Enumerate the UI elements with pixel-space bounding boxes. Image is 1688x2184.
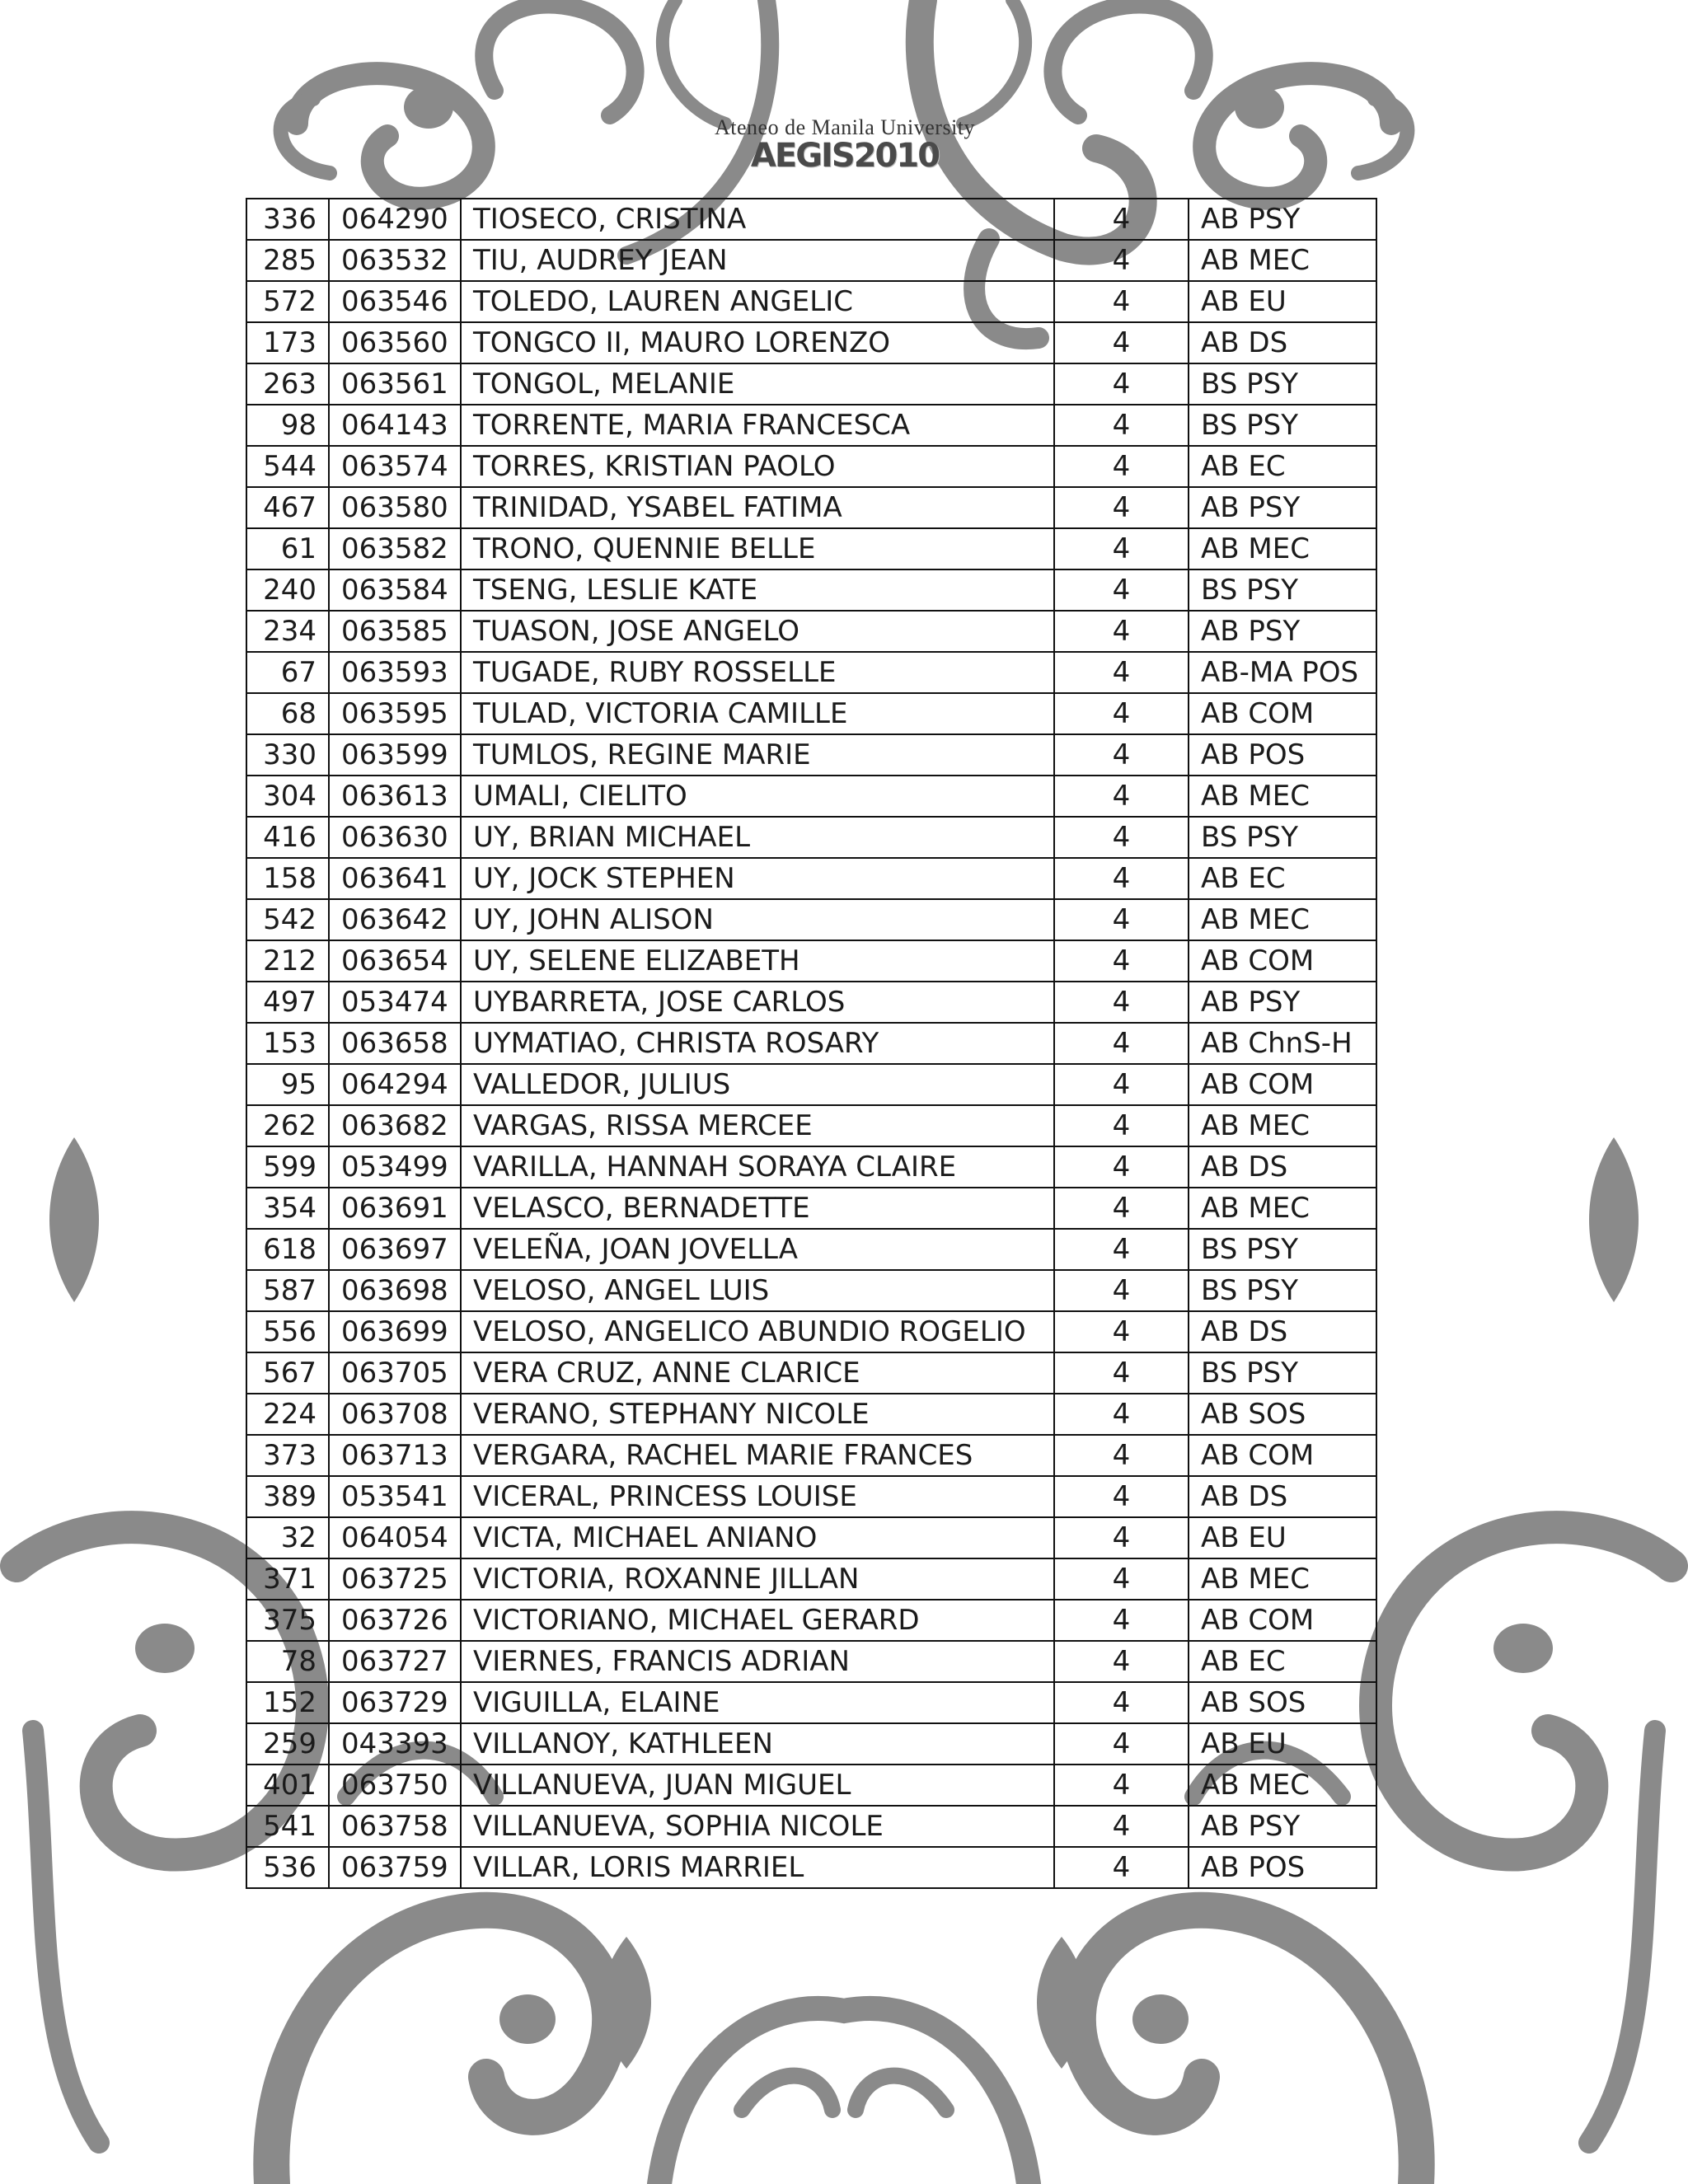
row-student-name: TORRENTE, MARIA FRANCESCA	[461, 405, 1054, 446]
row-student-name: VERANO, STEPHANY NICOLE	[461, 1394, 1054, 1435]
student-roster-table	[246, 198, 1377, 1889]
row-course: AB MEC	[1189, 1188, 1376, 1229]
row-seq-number: 618	[246, 1229, 329, 1270]
row-seq-number: 61	[246, 528, 329, 569]
row-student-id: 064143	[329, 405, 461, 446]
row-course: AB DS	[1189, 1311, 1376, 1352]
row-year-level: 4	[1054, 1723, 1189, 1765]
row-student-id: 063642	[329, 899, 461, 940]
row-seq-number: 224	[246, 1394, 329, 1435]
table-row	[246, 734, 1376, 776]
table-row	[246, 1847, 1376, 1888]
row-course: AB EU	[1189, 1723, 1376, 1765]
row-student-id: 053499	[329, 1146, 461, 1188]
row-student-name: VALLEDOR, JULIUS	[461, 1064, 1054, 1105]
row-student-name: VILLANOY, KATHLEEN	[461, 1723, 1054, 1765]
row-student-id: 063750	[329, 1765, 461, 1806]
row-seq-number: 78	[246, 1641, 329, 1682]
row-seq-number: 467	[246, 487, 329, 528]
row-seq-number: 541	[246, 1806, 329, 1847]
row-student-name: TUGADE, RUBY ROSSELLE	[461, 652, 1054, 693]
row-course: BS PSY	[1189, 1352, 1376, 1394]
row-seq-number: 371	[246, 1558, 329, 1600]
row-student-id: 063697	[329, 1229, 461, 1270]
row-course: AB SOS	[1189, 1682, 1376, 1723]
row-year-level: 4	[1054, 982, 1189, 1023]
table-row	[246, 1806, 1376, 1847]
row-year-level: 4	[1054, 446, 1189, 487]
row-year-level: 4	[1054, 405, 1189, 446]
table-row	[246, 1394, 1376, 1435]
table-row	[246, 1723, 1376, 1765]
row-seq-number: 153	[246, 1023, 329, 1064]
row-student-id: 064294	[329, 1064, 461, 1105]
row-course: AB PSY	[1189, 982, 1376, 1023]
row-student-name: UYBARRETA, JOSE CARLOS	[461, 982, 1054, 1023]
row-student-id: 063758	[329, 1806, 461, 1847]
row-year-level: 4	[1054, 1064, 1189, 1105]
row-student-id: 063699	[329, 1311, 461, 1352]
table-row	[246, 1352, 1376, 1394]
row-year-level: 4	[1054, 899, 1189, 940]
row-student-id: 053541	[329, 1476, 461, 1517]
row-seq-number: 158	[246, 858, 329, 899]
table-row	[246, 281, 1376, 322]
row-seq-number: 373	[246, 1435, 329, 1476]
row-student-name: TRINIDAD, YSABEL FATIMA	[461, 487, 1054, 528]
table-row	[246, 940, 1376, 982]
row-student-id: 063593	[329, 652, 461, 693]
row-course: AB MEC	[1189, 1105, 1376, 1146]
table-row	[246, 982, 1376, 1023]
row-seq-number: 240	[246, 569, 329, 611]
row-course: AB DS	[1189, 322, 1376, 363]
row-course: AB POS	[1189, 1847, 1376, 1888]
row-student-name: VELEÑA, JOAN JOVELLA	[461, 1229, 1054, 1270]
row-seq-number: 389	[246, 1476, 329, 1517]
row-year-level: 4	[1054, 1352, 1189, 1394]
row-student-id: 063713	[329, 1435, 461, 1476]
row-course: AB EC	[1189, 858, 1376, 899]
row-student-name: VICERAL, PRINCESS LOUISE	[461, 1476, 1054, 1517]
row-seq-number: 259	[246, 1723, 329, 1765]
row-student-name: TRONO, QUENNIE BELLE	[461, 528, 1054, 569]
row-year-level: 4	[1054, 1105, 1189, 1146]
table-row	[246, 446, 1376, 487]
row-student-name: VELASCO, BERNADETTE	[461, 1188, 1054, 1229]
row-seq-number: 152	[246, 1682, 329, 1723]
row-student-id: 063641	[329, 858, 461, 899]
row-seq-number: 98	[246, 405, 329, 446]
row-course: AB DS	[1189, 1476, 1376, 1517]
row-student-name: TIU, AUDREY JEAN	[461, 240, 1054, 281]
row-student-id: 063708	[329, 1394, 461, 1435]
row-student-id: 063582	[329, 528, 461, 569]
row-course: AB EU	[1189, 281, 1376, 322]
row-student-name: TUASON, JOSE ANGELO	[461, 611, 1054, 652]
row-year-level: 4	[1054, 1600, 1189, 1641]
row-year-level: 4	[1054, 569, 1189, 611]
row-seq-number: 263	[246, 363, 329, 405]
table-row	[246, 1023, 1376, 1064]
row-course: AB DS	[1189, 1146, 1376, 1188]
row-student-name: UMALI, CIELITO	[461, 776, 1054, 817]
row-course: AB COM	[1189, 1600, 1376, 1641]
row-seq-number: 212	[246, 940, 329, 982]
row-year-level: 4	[1054, 322, 1189, 363]
row-seq-number: 544	[246, 446, 329, 487]
row-student-id: 063580	[329, 487, 461, 528]
table-row	[246, 1270, 1376, 1311]
table-row	[246, 363, 1376, 405]
row-student-name: VICTORIANO, MICHAEL GERARD	[461, 1600, 1054, 1641]
row-year-level: 4	[1054, 652, 1189, 693]
row-seq-number: 336	[246, 199, 329, 240]
table-row	[246, 611, 1376, 652]
table-row	[246, 322, 1376, 363]
row-course: AB MEC	[1189, 1558, 1376, 1600]
table-row	[246, 1229, 1376, 1270]
row-student-name: TSENG, LESLIE KATE	[461, 569, 1054, 611]
table-row	[246, 693, 1376, 734]
row-seq-number: 556	[246, 1311, 329, 1352]
row-year-level: 4	[1054, 1270, 1189, 1311]
row-student-name: TORRES, KRISTIAN PAOLO	[461, 446, 1054, 487]
row-year-level: 4	[1054, 1517, 1189, 1558]
table-row	[246, 1641, 1376, 1682]
row-seq-number: 536	[246, 1847, 329, 1888]
row-student-id: 063698	[329, 1270, 461, 1311]
row-student-id: 063682	[329, 1105, 461, 1146]
table-row	[246, 1146, 1376, 1188]
row-year-level: 4	[1054, 1682, 1189, 1723]
row-student-id: 063691	[329, 1188, 461, 1229]
row-student-id: 063658	[329, 1023, 461, 1064]
row-year-level: 4	[1054, 1188, 1189, 1229]
row-year-level: 4	[1054, 817, 1189, 858]
row-year-level: 4	[1054, 1558, 1189, 1600]
logo-yearbook-title: AEGIS2010	[750, 137, 940, 175]
table-row	[246, 1311, 1376, 1352]
row-student-name: VELOSO, ANGELICO ABUNDIO ROGELIO	[461, 1311, 1054, 1352]
row-seq-number: 587	[246, 1270, 329, 1311]
row-year-level: 4	[1054, 240, 1189, 281]
row-student-name: TULAD, VICTORIA CAMILLE	[461, 693, 1054, 734]
row-course: BS PSY	[1189, 817, 1376, 858]
table-row	[246, 817, 1376, 858]
row-seq-number: 572	[246, 281, 329, 322]
row-student-id: 063599	[329, 734, 461, 776]
table-row	[246, 899, 1376, 940]
row-student-id: 063561	[329, 363, 461, 405]
row-student-name: VILLAR, LORIS MARRIEL	[461, 1847, 1054, 1888]
row-course: AB EC	[1189, 1641, 1376, 1682]
table-row	[246, 1765, 1376, 1806]
row-student-id: 063654	[329, 940, 461, 982]
row-student-name: UYMATIAO, CHRISTA ROSARY	[461, 1023, 1054, 1064]
row-course: AB MEC	[1189, 899, 1376, 940]
row-student-id: 063759	[329, 1847, 461, 1888]
row-student-name: VERGARA, RACHEL MARIE FRANCES	[461, 1435, 1054, 1476]
row-student-name: VIERNES, FRANCIS ADRIAN	[461, 1641, 1054, 1682]
row-course: BS PSY	[1189, 1229, 1376, 1270]
row-student-id: 064290	[329, 199, 461, 240]
row-year-level: 4	[1054, 1847, 1189, 1888]
row-course: AB PSY	[1189, 199, 1376, 240]
row-year-level: 4	[1054, 1394, 1189, 1435]
table-row	[246, 858, 1376, 899]
row-student-id: 063532	[329, 240, 461, 281]
row-seq-number: 234	[246, 611, 329, 652]
row-seq-number: 401	[246, 1765, 329, 1806]
row-year-level: 4	[1054, 734, 1189, 776]
row-seq-number: 497	[246, 982, 329, 1023]
logo-university-name: Ateneo de Manila University	[714, 115, 976, 139]
table-row	[246, 405, 1376, 446]
row-student-id: 063705	[329, 1352, 461, 1394]
row-student-name: VARILLA, HANNAH SORAYA CLAIRE	[461, 1146, 1054, 1188]
row-year-level: 4	[1054, 199, 1189, 240]
row-course: AB PSY	[1189, 487, 1376, 528]
row-year-level: 4	[1054, 528, 1189, 569]
row-student-id: 063546	[329, 281, 461, 322]
row-course: AB EU	[1189, 1517, 1376, 1558]
row-student-name: VILLANUEVA, SOPHIA NICOLE	[461, 1806, 1054, 1847]
row-seq-number: 95	[246, 1064, 329, 1105]
row-student-id: 063584	[329, 569, 461, 611]
row-year-level: 4	[1054, 1435, 1189, 1476]
row-student-id: 063560	[329, 322, 461, 363]
row-student-name: TIOSECO, CRISTINA	[461, 199, 1054, 240]
row-course: AB EC	[1189, 446, 1376, 487]
row-year-level: 4	[1054, 1476, 1189, 1517]
row-seq-number: 567	[246, 1352, 329, 1394]
table-row	[246, 1600, 1376, 1641]
roster-table-body	[246, 199, 1376, 1888]
table-row	[246, 652, 1376, 693]
row-course: BS PSY	[1189, 569, 1376, 611]
row-student-id: 063729	[329, 1682, 461, 1723]
table-row	[246, 776, 1376, 817]
row-student-id: 043393	[329, 1723, 461, 1765]
row-year-level: 4	[1054, 363, 1189, 405]
row-seq-number: 599	[246, 1146, 329, 1188]
row-student-id: 063726	[329, 1600, 461, 1641]
row-course: AB COM	[1189, 1435, 1376, 1476]
row-seq-number: 67	[246, 652, 329, 693]
row-year-level: 4	[1054, 1023, 1189, 1064]
row-seq-number: 375	[246, 1600, 329, 1641]
table-row	[246, 1517, 1376, 1558]
row-year-level: 4	[1054, 487, 1189, 528]
row-year-level: 4	[1054, 776, 1189, 817]
row-course: BS PSY	[1189, 1270, 1376, 1311]
row-seq-number: 68	[246, 693, 329, 734]
row-student-id: 063574	[329, 446, 461, 487]
table-row	[246, 199, 1376, 240]
row-student-id: 064054	[329, 1517, 461, 1558]
row-year-level: 4	[1054, 281, 1189, 322]
aegis-logo	[705, 115, 985, 175]
table-row	[246, 1188, 1376, 1229]
row-student-name: UY, SELENE ELIZABETH	[461, 940, 1054, 982]
row-student-name: TONGCO II, MAURO LORENZO	[461, 322, 1054, 363]
row-year-level: 4	[1054, 1806, 1189, 1847]
row-course: AB MEC	[1189, 776, 1376, 817]
row-course: AB MEC	[1189, 1765, 1376, 1806]
row-course: AB COM	[1189, 693, 1376, 734]
row-student-id: 053474	[329, 982, 461, 1023]
row-student-id: 063725	[329, 1558, 461, 1600]
row-year-level: 4	[1054, 1765, 1189, 1806]
row-year-level: 4	[1054, 1641, 1189, 1682]
row-course: AB PSY	[1189, 611, 1376, 652]
row-course: AB ChnS-H	[1189, 1023, 1376, 1064]
table-row	[246, 240, 1376, 281]
row-course: AB-MA POS	[1189, 652, 1376, 693]
row-student-id: 063727	[329, 1641, 461, 1682]
row-student-name: UY, BRIAN MICHAEL	[461, 817, 1054, 858]
row-course: AB PSY	[1189, 1806, 1376, 1847]
row-year-level: 4	[1054, 693, 1189, 734]
row-course: BS PSY	[1189, 363, 1376, 405]
table-row	[246, 569, 1376, 611]
row-student-name: VILLANUEVA, JUAN MIGUEL	[461, 1765, 1054, 1806]
row-course: AB POS	[1189, 734, 1376, 776]
row-student-name: TOLEDO, LAUREN ANGELIC	[461, 281, 1054, 322]
row-seq-number: 262	[246, 1105, 329, 1146]
row-student-name: VIGUILLA, ELAINE	[461, 1682, 1054, 1723]
row-course: AB MEC	[1189, 240, 1376, 281]
row-student-name: VICTA, MICHAEL ANIANO	[461, 1517, 1054, 1558]
row-student-name: UY, JOHN ALISON	[461, 899, 1054, 940]
row-course: AB MEC	[1189, 528, 1376, 569]
table-row	[246, 528, 1376, 569]
row-seq-number: 416	[246, 817, 329, 858]
table-row	[246, 1105, 1376, 1146]
row-student-name: VELOSO, ANGEL LUIS	[461, 1270, 1054, 1311]
row-year-level: 4	[1054, 1311, 1189, 1352]
table-row	[246, 1476, 1376, 1517]
table-row	[246, 1064, 1376, 1105]
table-row	[246, 1682, 1376, 1723]
row-year-level: 4	[1054, 1229, 1189, 1270]
row-year-level: 4	[1054, 858, 1189, 899]
row-seq-number: 330	[246, 734, 329, 776]
row-student-name: VERA CRUZ, ANNE CLARICE	[461, 1352, 1054, 1394]
row-student-name: VARGAS, RISSA MERCEE	[461, 1105, 1054, 1146]
row-student-id: 063595	[329, 693, 461, 734]
row-year-level: 4	[1054, 940, 1189, 982]
row-seq-number: 32	[246, 1517, 329, 1558]
table-row	[246, 1558, 1376, 1600]
row-seq-number: 354	[246, 1188, 329, 1229]
row-course: AB COM	[1189, 1064, 1376, 1105]
row-seq-number: 304	[246, 776, 329, 817]
row-student-name: UY, JOCK STEPHEN	[461, 858, 1054, 899]
row-seq-number: 542	[246, 899, 329, 940]
row-seq-number: 285	[246, 240, 329, 281]
row-course: AB SOS	[1189, 1394, 1376, 1435]
row-student-id: 063630	[329, 817, 461, 858]
table-row	[246, 1435, 1376, 1476]
row-student-id: 063613	[329, 776, 461, 817]
row-course: BS PSY	[1189, 405, 1376, 446]
row-student-name: TUMLOS, REGINE MARIE	[461, 734, 1054, 776]
row-course: AB COM	[1189, 940, 1376, 982]
row-year-level: 4	[1054, 1146, 1189, 1188]
row-student-name: TONGOL, MELANIE	[461, 363, 1054, 405]
row-student-name: VICTORIA, ROXANNE JILLAN	[461, 1558, 1054, 1600]
row-student-id: 063585	[329, 611, 461, 652]
row-seq-number: 173	[246, 322, 329, 363]
table-row	[246, 487, 1376, 528]
row-year-level: 4	[1054, 611, 1189, 652]
